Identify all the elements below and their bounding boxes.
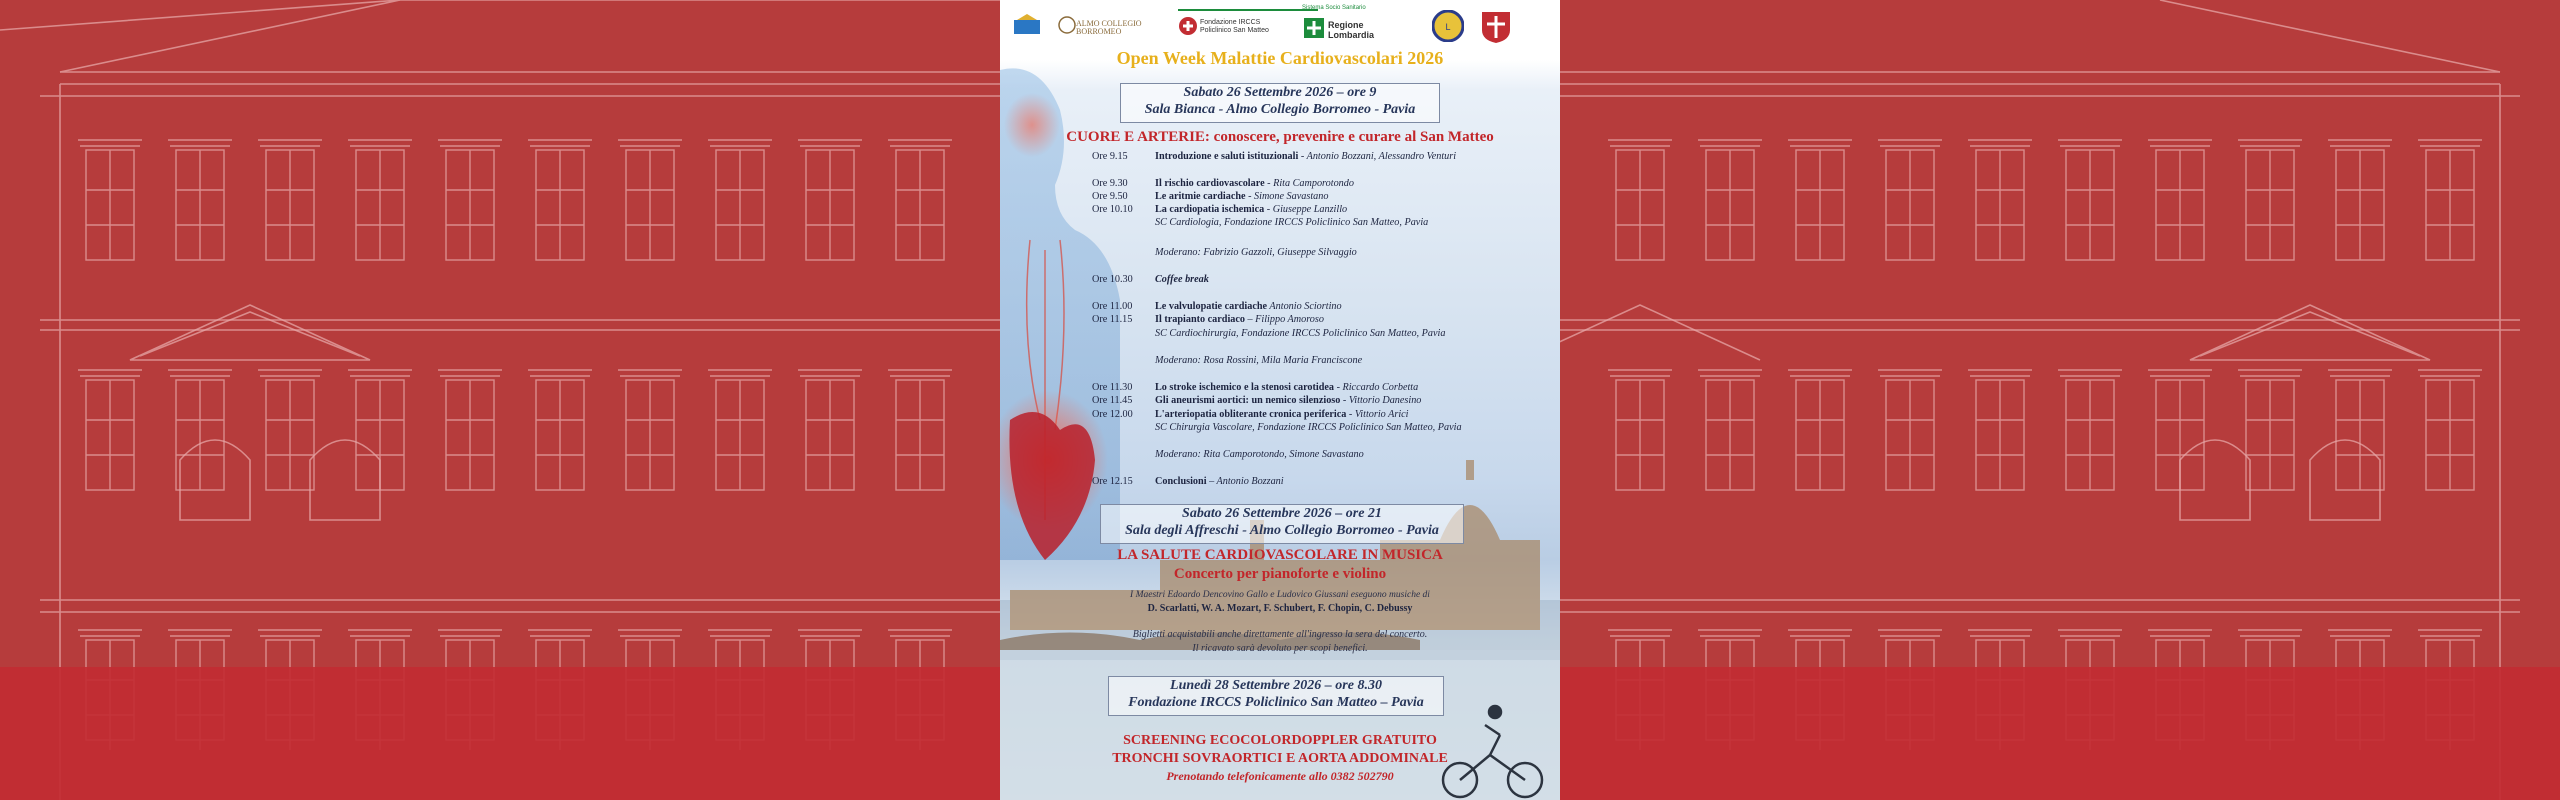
window-cornice — [1698, 630, 1762, 636]
hospital-seal-icon — [1178, 16, 1198, 36]
window-cornice — [2328, 630, 2392, 636]
window-cornice — [798, 140, 862, 146]
program-title: Coffee break — [1155, 274, 1209, 285]
program-content — [1155, 476, 1284, 487]
svg-text:L: L — [1445, 22, 1451, 32]
hospital-logo-text: Fondazione IRCCS Policlinico San Matteo — [1200, 19, 1269, 34]
poster-title: Open Week Malattie Cardiovascolari 2026 — [1116, 48, 1444, 68]
program-speaker: - Rita Camporotondo — [1264, 178, 1354, 189]
concert-performers: I Maestri Edoardo Dencovino Gallo e Ludovico Giussani eseguono musiche di — [1130, 590, 1430, 600]
window-mullion — [176, 150, 224, 260]
window-mullion — [806, 150, 854, 260]
window-mullion — [716, 380, 764, 490]
crest-icon — [1012, 14, 1042, 38]
window-cornice — [1968, 630, 2032, 636]
program-content — [1155, 382, 1418, 393]
concert-composers: D. Scarlatti, W. A. Mozart, F. Schubert, F. Chopin, C. Debussy — [1147, 603, 1413, 614]
window-mullion — [1976, 380, 2024, 490]
program-speaker: - Antonio Bozzani, Alessandro Venturi — [1298, 151, 1457, 162]
window-mullion — [1886, 380, 1934, 490]
window-mullion — [2066, 380, 2114, 490]
window-cornice — [618, 370, 682, 376]
program-time: Ore 11.15 — [1092, 314, 1133, 325]
window-cornice — [528, 140, 592, 146]
window-cornice — [618, 630, 682, 636]
window-cornice — [1608, 370, 1672, 376]
window-cornice — [348, 630, 412, 636]
window-mullion — [1706, 380, 1754, 490]
window-cornice — [78, 140, 142, 146]
event2-date-box — [1100, 504, 1464, 544]
program-time: Ore 10.30 — [1092, 274, 1133, 285]
program-speaker: SC Chirurgia Vascolare, Fondazione IRCCS Policlinico San Matteo, Pavia — [1155, 422, 1462, 433]
program-content — [1155, 328, 1445, 339]
window-mullion — [1796, 380, 1844, 490]
lions-club-icon — [1432, 10, 1464, 42]
program-speaker: Moderano: Rita Camporotondo, Simone Savastano — [1155, 449, 1364, 460]
program-title: La cardiopatia ischemica — [1155, 204, 1265, 215]
program-speaker: - Riccardo Corbetta — [1334, 382, 1419, 393]
event-poster — [1000, 0, 1560, 800]
program-speaker: – Antonio Bozzani — [1206, 476, 1284, 487]
window-cornice — [618, 140, 682, 146]
event3-date-box — [1108, 676, 1444, 716]
window-cornice — [2418, 140, 2482, 146]
window-cornice — [78, 370, 142, 376]
window-cornice — [1788, 630, 1852, 636]
window-cornice — [438, 140, 502, 146]
program-title: Lo stroke ischemico e la stenosi carotidea — [1155, 382, 1335, 393]
window-mullion — [266, 380, 314, 490]
window-mullion — [86, 150, 134, 260]
window-mullion — [1976, 150, 2024, 260]
program-speaker: Antonio Sciortino — [1267, 301, 1342, 312]
ticket-info: Biglietti acquistabili anche direttamente all'ingresso la sera del concerto. — [1132, 629, 1428, 640]
window-cornice — [1878, 140, 1942, 146]
window-cornice — [2148, 370, 2212, 376]
window-cornice — [1608, 630, 1672, 636]
window-mullion — [446, 380, 494, 490]
window-mullion — [1796, 150, 1844, 260]
logo-divider — [1178, 9, 1318, 11]
window-cornice — [708, 630, 772, 636]
window-cornice — [258, 140, 322, 146]
window-mullion — [626, 150, 674, 260]
window-mullion — [896, 150, 944, 260]
window-mullion — [2246, 150, 2294, 260]
program-title: Conclusioni — [1155, 476, 1207, 487]
event1-date: Sabato 26 Settembre 2026 – ore 9 — [1183, 85, 1377, 100]
window-mullion — [626, 380, 674, 490]
window-cornice — [1878, 370, 1942, 376]
window-mullion — [2246, 380, 2294, 490]
window-cornice — [1788, 140, 1852, 146]
event2-heading: LA SALUTE CARDIOVASCOLARE IN MUSICA — [1117, 547, 1443, 563]
window-cornice — [2148, 140, 2212, 146]
window-mullion — [806, 380, 854, 490]
window-cornice — [1608, 140, 1672, 146]
charity-info: Il ricavato sarà devoluto per scopi benefici. — [1192, 643, 1368, 654]
window-mullion — [356, 150, 404, 260]
event3-subheading: TRONCHI SOVRAORTICI E AORTA ADDOMINALE — [1112, 751, 1448, 766]
event1-venue: Sala Bianca - Almo Collegio Borromeo - Pavia — [1144, 102, 1416, 117]
program-speaker: - Vittorio Arici — [1346, 409, 1409, 420]
window-cornice — [798, 630, 862, 636]
window-cornice — [168, 630, 232, 636]
window-cornice — [1878, 630, 1942, 636]
program-title: Gli aneurismi aortici: un nemico silenzioso — [1155, 395, 1341, 406]
program-content — [1155, 409, 1409, 420]
program-speaker: Moderano: Fabrizio Gazzoli, Giuseppe Silvaggio — [1155, 247, 1357, 258]
window-cornice — [258, 630, 322, 636]
program-time: Ore 12.00 — [1092, 409, 1133, 420]
window-cornice — [2328, 370, 2392, 376]
window-mullion — [536, 150, 584, 260]
program-time: Ore 12.15 — [1092, 476, 1133, 487]
window-mullion — [2066, 150, 2114, 260]
window-mullion — [536, 380, 584, 490]
event3-date: Lunedì 28 Settembre 2026 – ore 8.30 — [1170, 678, 1382, 693]
window-mullion — [2336, 380, 2384, 490]
region-logo-text: Regione Lombardia — [1328, 20, 1375, 40]
window-cornice — [2328, 140, 2392, 146]
window-cornice — [1698, 370, 1762, 376]
program-title: L'arteriopatia obliterante cronica periferica — [1155, 409, 1347, 420]
window-cornice — [708, 140, 772, 146]
region-cross-icon — [1304, 18, 1324, 38]
window-mullion — [2336, 150, 2384, 260]
window-cornice — [2238, 630, 2302, 636]
booking-phone: Prenotando telefonicamente allo 0382 502790 — [1166, 769, 1394, 783]
window-cornice — [2238, 140, 2302, 146]
window-cornice — [168, 370, 232, 376]
window-mullion — [1706, 150, 1754, 260]
window-cornice — [798, 370, 862, 376]
event3-heading: SCREENING ECOCOLORDOPPLER GRATUITO — [1123, 733, 1437, 748]
window-mullion — [2156, 150, 2204, 260]
program-title: Le aritmie cardiache — [1155, 191, 1246, 202]
window-mullion — [2426, 380, 2474, 490]
window-cornice — [2058, 630, 2122, 636]
program-content — [1155, 191, 1328, 202]
program-content — [1155, 422, 1462, 433]
college-logo-text: ALMO COLLEGIO BORROMEO — [1076, 19, 1142, 36]
window-cornice — [888, 140, 952, 146]
program-content — [1155, 151, 1456, 162]
program-title: Introduzione e saluti istituzionali — [1155, 151, 1299, 162]
window-cornice — [1788, 370, 1852, 376]
program-title: Il rischio cardiovascolare — [1155, 178, 1265, 189]
window-mullion — [1886, 150, 1934, 260]
event1-date-box — [1120, 83, 1440, 123]
program-speaker: – Filippo Amoroso — [1244, 314, 1324, 325]
window-cornice — [888, 630, 952, 636]
program-content — [1155, 247, 1357, 258]
event2-date: Sabato 26 Settembre 2026 – ore 21 — [1182, 506, 1382, 521]
window-cornice — [258, 370, 322, 376]
window-cornice — [168, 140, 232, 146]
window-mullion — [176, 380, 224, 490]
program-time: Ore 11.00 — [1092, 301, 1133, 312]
program-time: Ore 9.15 — [1092, 151, 1128, 162]
window-mullion — [1616, 380, 1664, 490]
event2-subheading: Concerto per pianoforte e violino — [1173, 566, 1387, 582]
program-content — [1155, 178, 1354, 189]
window-mullion — [266, 150, 314, 260]
program-speaker: - Vittorio Danesino — [1340, 395, 1422, 406]
regional-system-label: Sistema Socio Sanitario — [1302, 5, 1366, 11]
window-cornice — [348, 370, 412, 376]
window-cornice — [1698, 140, 1762, 146]
event3-venue: Fondazione IRCCS Policlinico San Matteo – Pavia — [1128, 695, 1424, 710]
window-cornice — [528, 630, 592, 636]
window-mullion — [2426, 150, 2474, 260]
pavia-shield-icon — [1480, 10, 1512, 44]
window-cornice — [2238, 370, 2302, 376]
program-speaker: Moderano: Rosa Rossini, Mila Maria Franciscone — [1155, 355, 1363, 366]
window-cornice — [438, 630, 502, 636]
window-cornice — [1968, 140, 2032, 146]
program-title: Le valvulopatie cardiache — [1155, 301, 1268, 312]
window-mullion — [1616, 150, 1664, 260]
window-cornice — [2418, 370, 2482, 376]
program-content — [1155, 204, 1347, 215]
window-cornice — [78, 630, 142, 636]
program-speaker: - Giuseppe Lanzillo — [1264, 204, 1348, 215]
window-cornice — [528, 370, 592, 376]
window-mullion — [896, 380, 944, 490]
window-mullion — [716, 150, 764, 260]
program-time: Ore 10.10 — [1092, 204, 1133, 215]
program-time: Ore 9.30 — [1092, 178, 1128, 189]
program-title: Il trapianto cardiaco — [1155, 314, 1245, 325]
window-cornice — [438, 370, 502, 376]
event2-venue: Sala degli Affreschi - Almo Collegio Borromeo - Pavia — [1125, 523, 1439, 538]
window-cornice — [1968, 370, 2032, 376]
window-cornice — [708, 370, 772, 376]
college-emblem-icon — [1058, 14, 1076, 36]
program-time: Ore 9.50 — [1092, 191, 1128, 202]
program-time: Ore 11.45 — [1092, 395, 1133, 406]
program-time: Ore 11.30 — [1092, 382, 1133, 393]
program-content — [1155, 449, 1364, 460]
program-content — [1155, 395, 1421, 406]
program-speaker: SC Cardiochirurgia, Fondazione IRCCS Policlinico San Matteo, Pavia — [1155, 328, 1446, 339]
program-content — [1155, 274, 1209, 285]
window-cornice — [2418, 630, 2482, 636]
program-content — [1155, 217, 1428, 228]
window-cornice — [348, 140, 412, 146]
event1-heading: CUORE E ARTERIE: conoscere, prevenire e curare al San Matteo — [1066, 129, 1494, 145]
program-content — [1155, 314, 1324, 325]
window-cornice — [2058, 140, 2122, 146]
program-content — [1155, 301, 1342, 312]
window-mullion — [86, 380, 134, 490]
window-mullion — [446, 150, 494, 260]
logo-strip — [1000, 0, 1560, 52]
window-cornice — [2148, 630, 2212, 636]
window-cornice — [888, 370, 952, 376]
window-cornice — [2058, 370, 2122, 376]
program-speaker: - Simone Savastano — [1245, 191, 1329, 202]
program-content — [1155, 355, 1362, 366]
program-speaker: SC Cardiologia, Fondazione IRCCS Policlinico San Matteo, Pavia — [1155, 217, 1429, 228]
